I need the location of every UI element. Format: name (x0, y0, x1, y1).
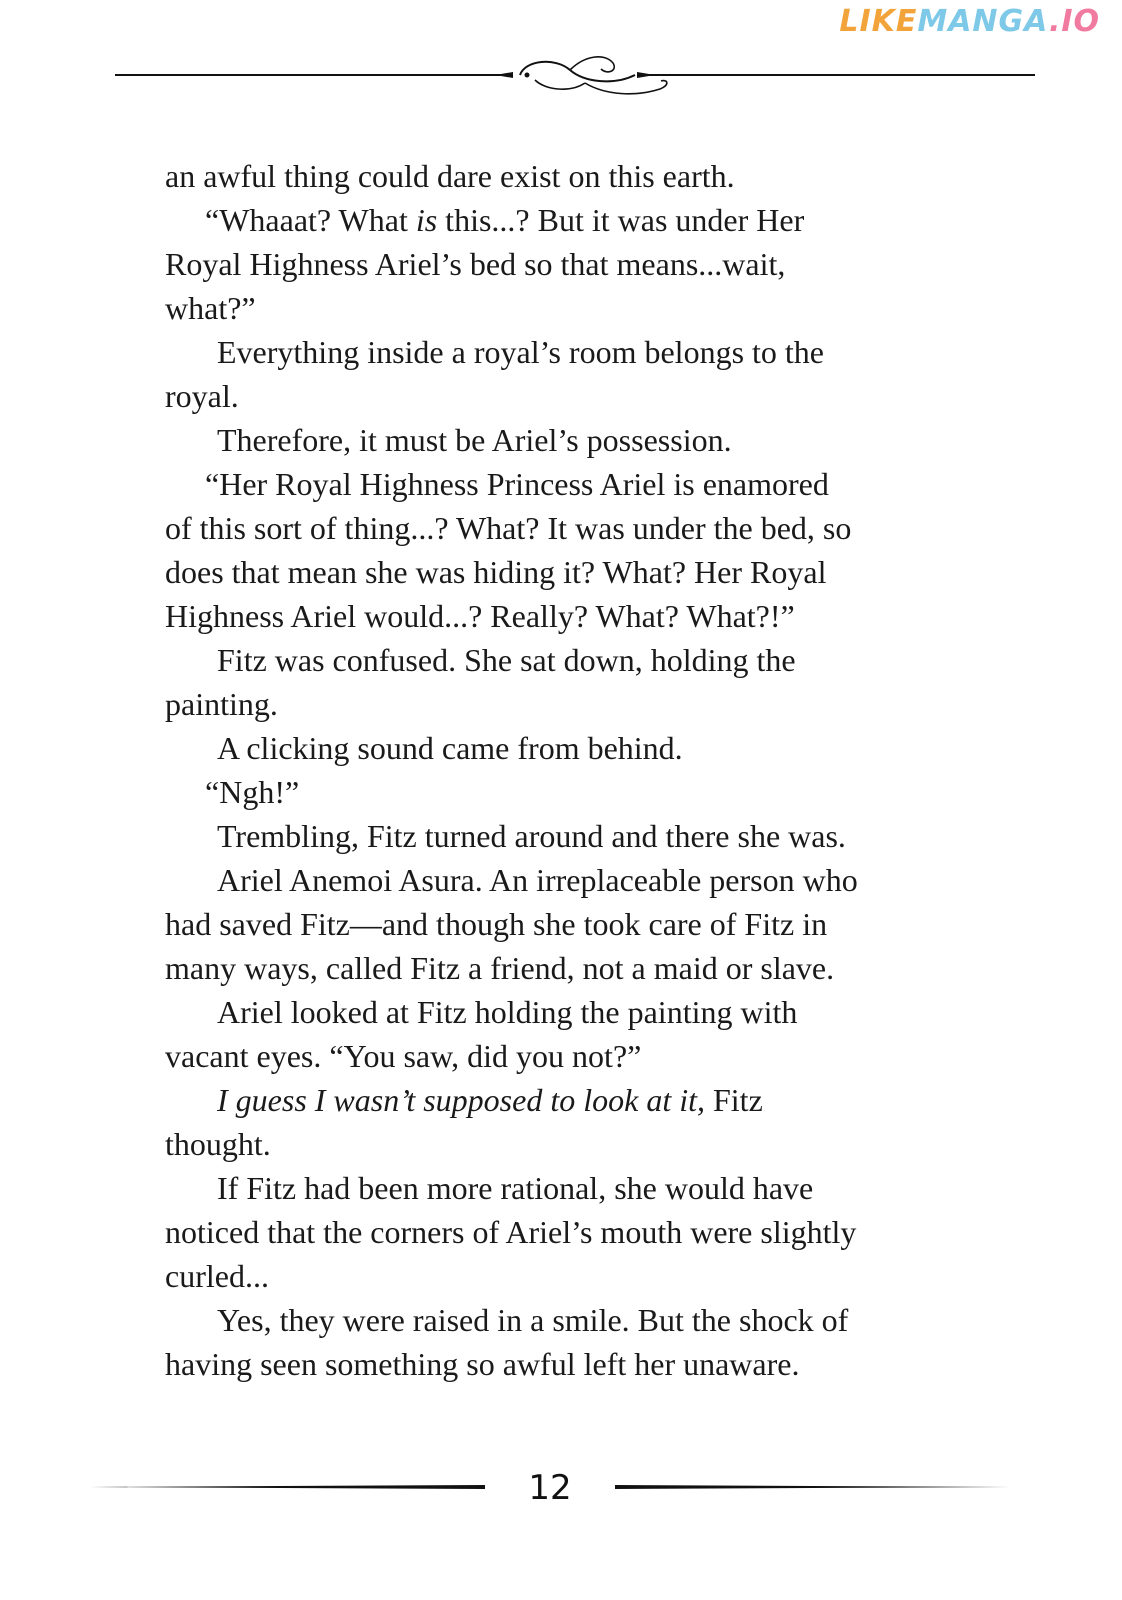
page-footer (90, 1462, 1010, 1512)
page-number: 12 (528, 1468, 572, 1508)
text-line: “Whaaat? What is this...? But it was under Her (205, 202, 805, 238)
site-watermark (839, 2, 1100, 42)
text-line: Therefore, it must be Ariel’s possession. (217, 422, 732, 458)
watermark-part-2: MANGA (917, 4, 1049, 39)
text-line: does that mean she was hiding it? What? Her Royal (165, 554, 827, 590)
watermark-part-1: LIKE (839, 4, 918, 39)
text-line: Fitz was confused. She sat down, holding the (217, 642, 796, 678)
text-line: royal. (165, 378, 239, 414)
text-line: I guess I wasn’t supposed to look at it, Fitz (217, 1082, 763, 1118)
text-line: thought. (165, 1126, 271, 1162)
text-line: “Ngh!” (205, 774, 300, 810)
text-line: painting. (165, 686, 278, 722)
text-line: Trembling, Fitz turned around and there she was. (217, 818, 846, 854)
page-body-text (165, 154, 965, 1386)
text-line: Highness Ariel would...? Really? What? What?!” (165, 598, 795, 634)
text-line: many ways, called Fitz a friend, not a maid or slave. (165, 950, 835, 986)
text-line: “Her Royal Highness Princess Ariel is enamored (205, 466, 829, 502)
text-line: Everything inside a royal’s room belongs to the (217, 334, 824, 370)
text-line: curled... (165, 1258, 269, 1294)
watermark-part-3: .IO (1048, 4, 1100, 39)
footer-rule-right (615, 1485, 1010, 1489)
text-line: an awful thing could dare exist on this earth. (165, 158, 735, 194)
text-line: Ariel looked at Fitz holding the painting with (217, 994, 798, 1030)
text-line: Royal Highness Ariel’s bed so that means...wait, (165, 246, 786, 282)
text-line: noticed that the corners of Ariel’s mouth were slightly (165, 1214, 857, 1250)
text-line: Ariel Anemoi Asura. An irreplaceable person who (217, 862, 858, 898)
text-line: what?” (165, 290, 256, 326)
text-line: vacant eyes. “You saw, did you not?” (165, 1038, 642, 1074)
text-line: had saved Fitz—and though she took care of Fitz in (165, 906, 828, 942)
text-line: of this sort of thing...? What? It was under the bed, so (165, 510, 852, 546)
text-line: A clicking sound came from behind. (217, 730, 683, 766)
text-line: If Fitz had been more rational, she would have (217, 1170, 814, 1206)
header-flourish-ornament (115, 45, 1035, 105)
text-line: Yes, they were raised in a smile. But the shock of (217, 1302, 849, 1338)
text-line: having seen something so awful left her unaware. (165, 1346, 800, 1382)
